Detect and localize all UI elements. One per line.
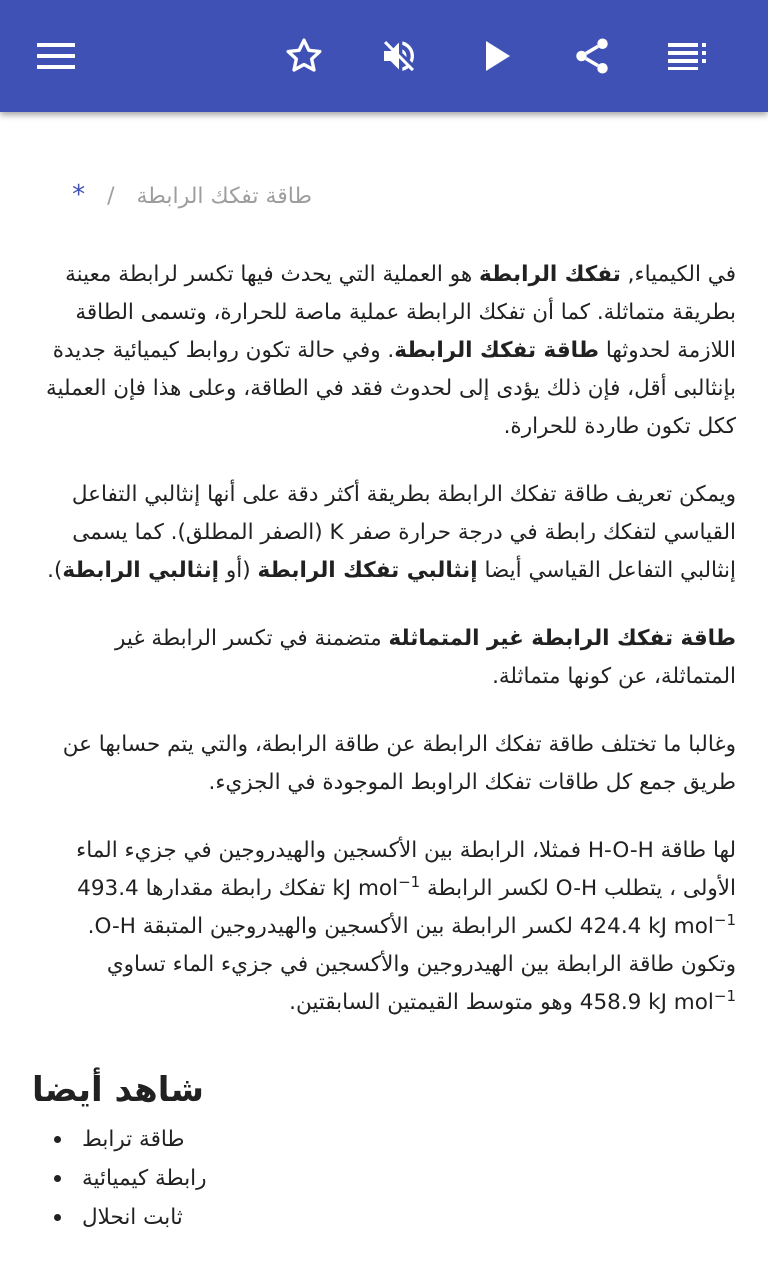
share-button[interactable]: [562, 26, 622, 86]
see-also-list: [54, 1120, 354, 1237]
see-also-link-binding-energy[interactable]: طاقة ترابط: [54, 1120, 354, 1159]
list-icon: [668, 42, 708, 70]
menu-icon: [37, 42, 75, 70]
play-button[interactable]: [468, 26, 528, 86]
breadcrumb-current: طاقة تفكك الرابطة: [136, 184, 312, 209]
star-icon: [284, 36, 324, 76]
paragraph-water-example: لها طاقة H-O-H فمثلا، الرابطة بين الأكسجين والهيدروجين في جزيء الماء الأولى ، يتطلب O-H لكسر الرابطة kJ mol$^{-1}$ تفكك رابطة مقدارها 493.4 424.4 kJ mol$^{-1}$ لكسر الرابطة بين الأكسجين والهيدروجين المتبقة O-H. وتكون طاقة الرابطة بين الهيدروجين والأكسجين في جزيء الماء تساوي 458.9 kJ mol$^{-1}$ وهو متوسط القيمتين السابقتين.: [76, 838, 736, 1015]
paragraph-bond-energy: وغالبا ما تختلف طاقة تفكك الرابطة عن طاقة الرابطة، والتي يتم حسابها عن طريق جمع كل طاقات تفكك الراوبط الموجودة في الجزيء.: [62, 732, 736, 795]
see-also-link-chemical-bond[interactable]: رابطة كيميائية: [54, 1159, 354, 1198]
breadcrumb-home-link[interactable]: *: [72, 180, 86, 210]
see-also-heading: شاهد أيضا: [32, 1070, 204, 1110]
breadcrumb-separator: /: [107, 184, 115, 209]
share-icon: [571, 35, 613, 77]
paragraph-intro: في الكيمياء, تفكك الرابطة هو العملية التي يحدث فيها تكسر لرابطة معينة بطريقة متماثلة. كما أن تفكك الرابطة عملية ماصة للحرارة، وتسمى الطاقة اللازمة لحدوثها طاقة تفكك الرابطة. وفي حالة تكون روابط كيميائية جديدة بإنثالبى أقل، فإن ذلك يؤدى إلى لحدوث فقد في الطاقة، وعلى هذا فإن العملية ككل تكون طاردة للحرارة.: [46, 262, 736, 439]
menu-button[interactable]: [26, 26, 86, 86]
mute-button[interactable]: [369, 26, 429, 86]
contents-button[interactable]: [658, 26, 718, 86]
breadcrumb: [12, 180, 312, 210]
app-toolbar: [0, 0, 768, 112]
favorite-button[interactable]: [274, 26, 334, 86]
paragraph-definition: ويمكن تعريف طاقة تفكك الرابطة بطريقة أكثر دقة على أنها إنثالبي التفاعل القياسي لتفكك رابطة في درجة حرارة صفر K (الصفر المطلق). كما يسمى إنثالبي التفاعل القياسي أيضا إنثالبي تفكك الرابطة (أو إنثالبي الرابطة).: [47, 482, 736, 583]
article-body: [32, 256, 736, 1052]
volume-mute-icon: [379, 36, 419, 76]
play-icon: [483, 39, 513, 73]
paragraph-heterolytic: طاقة تفكك الرابطة غير المتماثلة متضمنة في تكسر الرابطة غير المتماثلة، عن كونها متماثلة.: [114, 626, 736, 689]
see-also-link-dissociation-constant[interactable]: ثابت انحلال: [54, 1198, 354, 1237]
